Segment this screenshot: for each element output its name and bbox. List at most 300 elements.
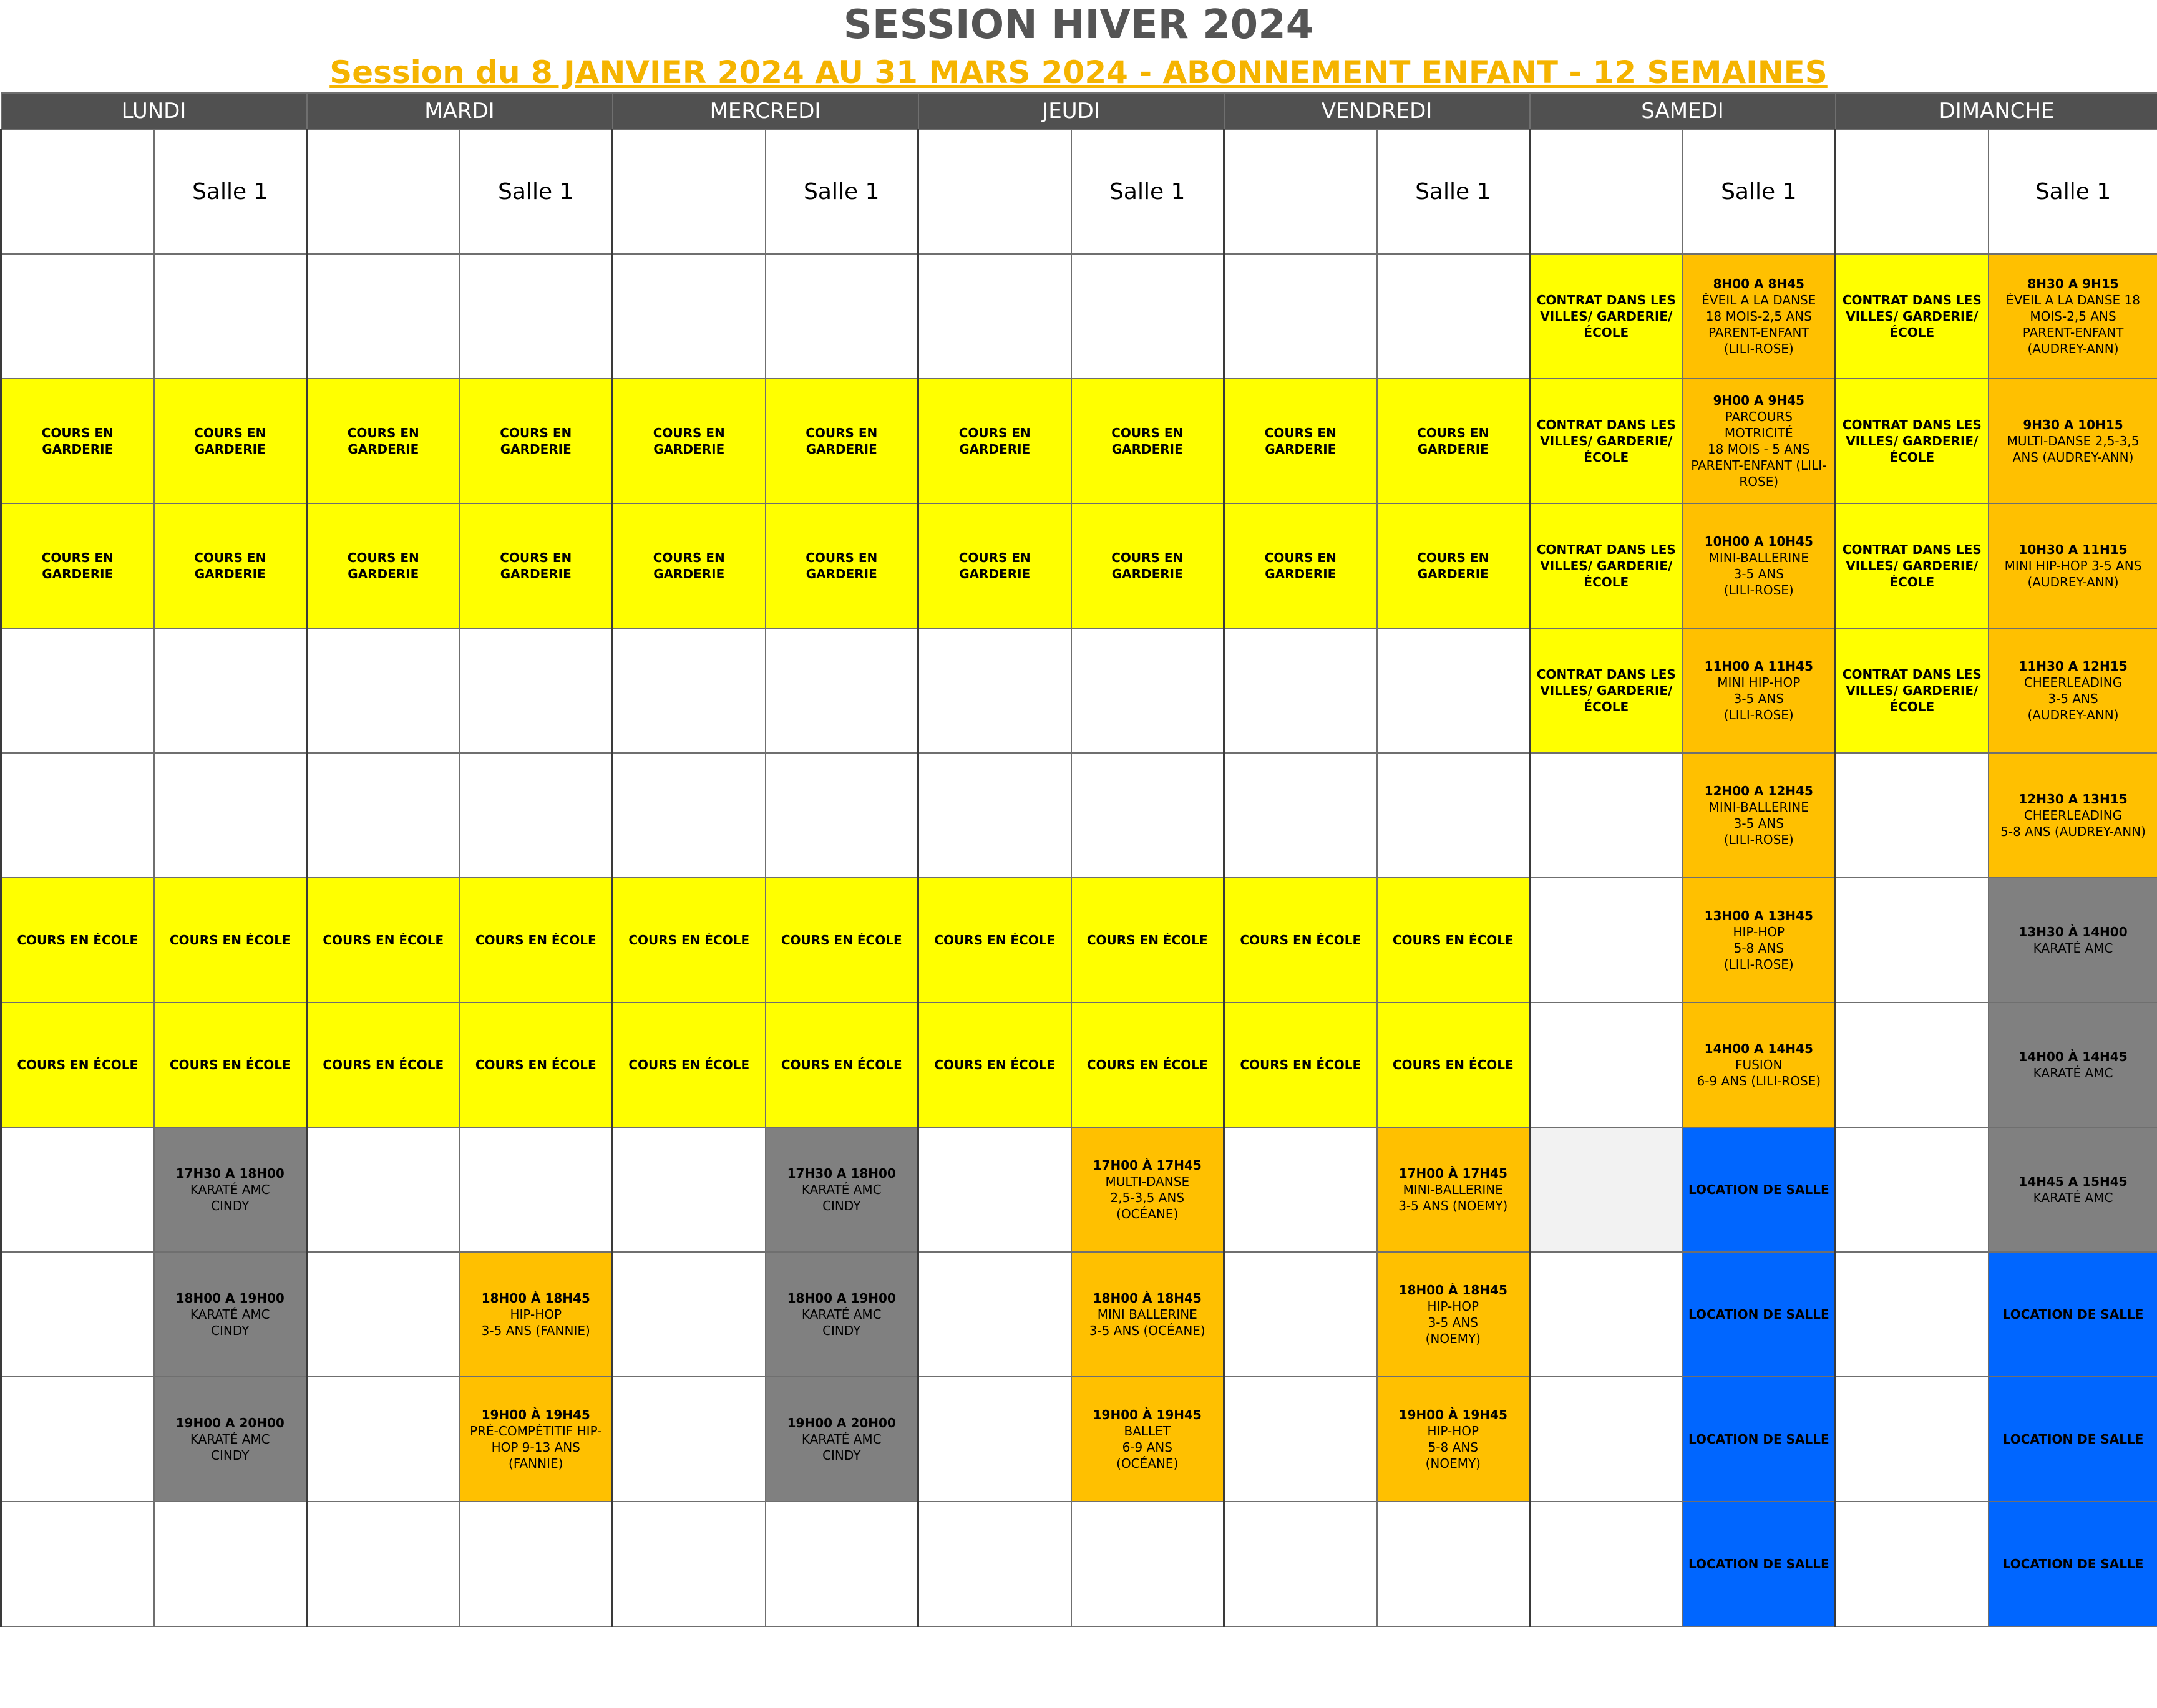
cell-detail: KARATÉ AMC [801,1182,882,1197]
cell-title: COURS EN ÉCOLE [781,1057,902,1072]
schedule-row [1,628,2157,753]
empty-cell [1,1502,154,1626]
cell-detail: (OCÉANE) [1116,1206,1179,1221]
schedule-cell [1071,1377,1224,1502]
cell-detail: (AUDREY-ANN) [2027,341,2119,356]
empty-cell [1071,1502,1224,1626]
cell-title: LOCATION DE SALLE [1688,1556,1829,1571]
empty-cell [1,1377,154,1502]
schedule-cell [1224,878,1377,1002]
cell-title: COURS EN GARDERIE [1264,550,1337,581]
empty-cell [1836,1002,1989,1127]
cell-title: LOCATION DE SALLE [2002,1307,2144,1322]
salle-blank [1530,129,1683,254]
empty-cell [1224,753,1377,878]
schedule-cell [1071,1252,1224,1377]
schedule-cell [460,1377,613,1502]
cell-detail: PARENT-ENFANT [1708,325,1809,340]
schedule-cell [307,503,460,628]
cell-detail: (LILI-ROSE) [1723,832,1794,847]
schedule-cell [766,1127,918,1252]
cell-detail: PARENT-ENFANT [2022,325,2124,340]
cell-title: COURS EN ÉCOLE [1240,933,1361,948]
empty-cell [766,628,918,753]
cell-title: 12H00 A 12H45 [1704,784,1813,798]
cell-detail: CINDY [211,1198,250,1213]
schedule-cell [154,379,307,503]
salle-label: Salle 1 [1683,129,1836,254]
empty-cell [613,254,766,379]
empty-cell [1836,1127,1989,1252]
schedule-cell [918,1002,1071,1127]
empty-cell [307,1252,460,1377]
empty-cell [613,1377,766,1502]
schedule-cell [154,1377,307,1502]
cell-title: 11H30 A 12H15 [2018,659,2128,674]
cell-title: COURS EN GARDERIE [1111,425,1184,457]
cell-detail: BALLET [1124,1424,1171,1439]
schedule-cell [1224,379,1377,503]
salle-label: Salle 1 [1071,129,1224,254]
empty-cell [1836,878,1989,1002]
cell-detail: CINDY [211,1448,250,1463]
empty-cell [460,628,613,753]
cell-title: 18H00 A 19H00 [787,1291,896,1306]
day-header-jeudi: JEUDI [918,93,1224,129]
schedule-cell [1377,1127,1530,1252]
empty-cell [1836,1377,1989,1502]
empty-cell [1836,1502,1989,1626]
cell-title: 14H00 À 14H45 [2018,1049,2128,1064]
salle-label: Salle 1 [154,129,307,254]
schedule-cell [1989,878,2157,1002]
schedule-cell [1071,1127,1224,1252]
cell-detail: CHEERLEADING [2023,675,2123,690]
cell-title: 10H30 A 11H15 [2018,542,2128,557]
cell-title: 10H00 A 10H45 [1704,534,1813,549]
empty-cell [1224,1502,1377,1626]
cell-title: 18H00 À 18H45 [1398,1283,1507,1298]
empty-cell [1377,628,1530,753]
schedule-cell [460,379,613,503]
cell-title: COURS EN GARDERIE [194,425,266,457]
cell-title: 14H00 A 14H45 [1704,1041,1813,1056]
cell-title: COURS EN GARDERIE [1264,425,1337,457]
schedule-cell [1683,753,1836,878]
schedule-cell [307,1002,460,1127]
cell-title: COURS EN ÉCOLE [781,933,902,948]
cell-detail: MINI BALLERINE [1097,1307,1197,1322]
cell-title: COURS EN GARDERIE [194,550,266,581]
empty-cell [460,753,613,878]
cell-detail: KARATÉ AMC [190,1307,270,1322]
cell-detail: 3-5 ANS (OCÉANE) [1089,1323,1205,1338]
empty-cell [1224,254,1377,379]
cell-title: COURS EN GARDERIE [806,425,878,457]
cell-title: 8H30 A 9H15 [2027,276,2119,291]
schedule-cell [154,1252,307,1377]
cell-title: 9H30 A 10H15 [2023,417,2123,432]
cell-title: COURS EN GARDERIE [653,425,725,457]
cell-title: COURS EN ÉCOLE [628,933,750,948]
cell-detail: MINI HIP-HOP [1717,675,1801,690]
cell-title: COURS EN GARDERIE [958,425,1031,457]
schedule-cell [1377,503,1530,628]
schedule-cell [1989,1502,2157,1626]
schedule-cell [1989,1377,2157,1502]
cell-title: COURS EN GARDERIE [958,550,1031,581]
cell-detail: 6-9 ANS [1122,1440,1172,1455]
schedule-cell [613,503,766,628]
cell-title: 18H00 À 18H45 [1093,1291,1202,1306]
cell-detail: CINDY [822,1198,861,1213]
empty-cell [1530,753,1683,878]
cell-title: COURS EN ÉCOLE [169,1057,291,1072]
empty-cell [1,628,154,753]
empty-cell [766,254,918,379]
cell-detail: KARATÉ AMC [190,1432,270,1447]
empty-cell [613,1502,766,1626]
empty-cell [154,753,307,878]
schedule-row [1,753,2157,878]
cell-title: 12H30 A 13H15 [2018,792,2128,807]
schedule-cell [307,379,460,503]
cell-detail: MULTI-DANSE 2,5-3,5 ANS (AUDREY-ANN) [2007,434,2140,465]
cell-detail: (NOEMY) [1425,1331,1481,1346]
cell-title: CONTRAT DANS LES VILLES/ GARDERIE/ÉCOLE [1536,667,1676,714]
cell-detail: PARCOURS [1725,409,1793,424]
cell-title: 17H00 À 17H45 [1093,1158,1202,1173]
schedule-cell [766,1377,918,1502]
empty-cell [1530,1252,1683,1377]
cell-title: COURS EN ÉCOLE [323,1057,444,1072]
schedule-cell [1683,628,1836,753]
cell-title: 18H00 A 19H00 [175,1291,285,1306]
schedule-cell [1683,1502,1836,1626]
schedule-row [1,878,2157,1002]
empty-cell [1530,1502,1683,1626]
cell-title: LOCATION DE SALLE [2002,1556,2144,1571]
empty-cell [1071,628,1224,753]
salle-blank [918,129,1071,254]
salle-blank [1836,129,1989,254]
cell-title: COURS EN ÉCOLE [17,933,139,948]
cell-detail: (LILI-ROSE) [1723,583,1794,598]
schedule-cell [613,1002,766,1127]
cell-title: 14H45 A 15H45 [2018,1174,2128,1189]
schedule-cell [1836,379,1989,503]
schedule-cell [1683,379,1836,503]
cell-detail: (LILI-ROSE) [1723,707,1794,722]
empty-cell [307,1502,460,1626]
cell-title: COURS EN GARDERIE [500,425,572,457]
cell-title: COURS EN GARDERIE [41,425,114,457]
schedule-cell [1530,379,1683,503]
cell-detail: 3-5 ANS [1428,1315,1478,1330]
empty-cell [307,254,460,379]
empty-cell [1,753,154,878]
cell-title: COURS EN ÉCOLE [1086,933,1208,948]
empty-cell [1836,1252,1989,1377]
empty-cell [1836,753,1989,878]
cell-title: COURS EN ÉCOLE [17,1057,139,1072]
schedule-cell [1683,878,1836,1002]
schedule-cell [460,878,613,1002]
cell-detail: (NOEMY) [1425,1456,1481,1471]
cell-detail: MOTRICITÉ [1724,425,1793,440]
cell-detail: KARATÉ AMC [190,1182,270,1197]
empty-cell [613,628,766,753]
schedule-cell [1377,1377,1530,1502]
schedule-cell [1071,878,1224,1002]
cell-detail: KARATÉ AMC [2033,1065,2113,1080]
empty-cell [1377,753,1530,878]
cell-detail: 18 MOIS-2,5 ANS [1705,309,1812,324]
empty-cell [918,254,1071,379]
cell-detail: ÉVEIL A LA DANSE [1702,293,1816,308]
schedule-cell [1,1002,154,1127]
cell-title: CONTRAT DANS LES VILLES/ GARDERIE/ÉCOLE [1536,542,1676,590]
cell-detail: CINDY [822,1448,861,1463]
cell-title: CONTRAT DANS LES VILLES/ GARDERIE/ÉCOLE [1842,542,1982,590]
cell-title: COURS EN ÉCOLE [475,933,596,948]
day-header-row [1,93,2157,129]
empty-cell [766,1502,918,1626]
schedule-cell [460,1252,613,1377]
schedule-cell [1377,878,1530,1002]
cell-title: COURS EN ÉCOLE [1086,1057,1208,1072]
schedule-cell [1683,254,1836,379]
salle-row [1,129,2157,254]
schedule-cell [1377,1002,1530,1127]
cell-title: COURS EN ÉCOLE [1392,1057,1514,1072]
day-header-samedi: SAMEDI [1530,93,1836,129]
schedule-row [1,1502,2157,1626]
cell-detail: MINI-BALLERINE [1403,1182,1503,1197]
schedule-cell [1530,503,1683,628]
empty-cell [1,1127,154,1252]
schedule-cell [1989,503,2157,628]
schedule-row [1,1002,2157,1127]
cell-detail: CINDY [822,1323,861,1338]
empty-cell [460,1502,613,1626]
schedule-cell [1683,503,1836,628]
cell-detail: (AUDREY-ANN) [2027,707,2119,722]
cell-detail: PRÉ-COMPÉTITIF HIP-HOP 9-13 ANS (FANNIE) [470,1424,602,1471]
schedule-cell [1836,628,1989,753]
cell-title: COURS EN ÉCOLE [628,1057,750,1072]
schedule-cell [154,503,307,628]
empty-cell [307,1377,460,1502]
salle-label: Salle 1 [460,129,613,254]
empty-cell [460,254,613,379]
salle-label: Salle 1 [1377,129,1530,254]
cell-title: 11H00 A 11H45 [1704,659,1813,674]
cell-title: CONTRAT DANS LES VILLES/ GARDERIE/ÉCOLE [1536,417,1676,465]
cell-title: COURS EN ÉCOLE [1240,1057,1361,1072]
cell-title: CONTRAT DANS LES VILLES/ GARDERIE/ÉCOLE [1536,293,1676,340]
empty-cell [1224,1127,1377,1252]
cell-title: COURS EN GARDERIE [806,550,878,581]
schedule-cell [1071,1002,1224,1127]
empty-cell [918,753,1071,878]
cell-detail: (LILI-ROSE) [1723,341,1794,356]
schedule-cell [1989,254,2157,379]
empty-cell [1530,1377,1683,1502]
empty-cell [1224,1377,1377,1502]
cell-detail: MULTI-DANSE [1105,1174,1190,1189]
empty-cell [613,1127,766,1252]
empty-cell [918,1127,1071,1252]
schedule-cell [918,379,1071,503]
cell-detail: KARATÉ AMC [2033,941,2113,956]
cell-detail: 3-5 ANS [2048,691,2098,706]
empty-cell [307,753,460,878]
schedule-row [1,1127,2157,1252]
cell-title: 19H00 A 20H00 [175,1415,285,1430]
cell-detail: 5-8 ANS (AUDREY-ANN) [2000,824,2146,839]
empty-cell [1,1252,154,1377]
schedule-table [0,92,2157,1627]
cell-title: 19H00 A 20H00 [787,1415,896,1430]
salle-label: Salle 1 [766,129,918,254]
cell-detail: 18 MOIS - 5 ANS [1707,442,1810,457]
cell-title: CONTRAT DANS LES VILLES/ GARDERIE/ÉCOLE [1842,417,1982,465]
cell-title: COURS EN ÉCOLE [475,1057,596,1072]
cell-title: COURS EN GARDERIE [500,550,572,581]
empty-cell [918,1252,1071,1377]
schedule-cell [918,503,1071,628]
empty-cell [1530,878,1683,1002]
salle-blank [613,129,766,254]
cell-detail: MINI-BALLERINE [1708,800,1809,815]
cell-title: 17H30 A 18H00 [175,1166,285,1181]
day-header-lundi: LUNDI [1,93,307,129]
day-header-mercredi: MERCREDI [613,93,918,129]
cell-title: 17H30 A 18H00 [787,1166,896,1181]
salle-blank [307,129,460,254]
cell-title: 17H00 À 17H45 [1398,1166,1507,1181]
empty-cell [154,1502,307,1626]
day-header-vendredi: VENDREDI [1224,93,1530,129]
cell-detail: (OCÉANE) [1116,1456,1179,1471]
empty-cell [1,254,154,379]
schedule-row [1,379,2157,503]
cell-detail: MINI-BALLERINE [1708,550,1809,565]
schedule-cell [918,878,1071,1002]
cell-title: COURS EN GARDERIE [1111,550,1184,581]
salle-label: Salle 1 [1989,129,2157,254]
cell-detail: MINI HIP-HOP 3-5 ANS (AUDREY-ANN) [2004,558,2142,590]
cell-title: 19H00 À 19H45 [1398,1407,1507,1422]
cell-title: COURS EN GARDERIE [41,550,114,581]
cell-detail: HIP-HOP [1733,924,1785,939]
schedule-cell [1989,628,2157,753]
cell-detail: ÉVEIL A LA DANSE 18 MOIS-2,5 ANS [2006,293,2140,324]
schedule-cell [307,878,460,1002]
schedule-cell [460,503,613,628]
cell-title: COURS EN ÉCOLE [169,933,291,948]
schedule-cell [1683,1252,1836,1377]
schedule-row [1,1377,2157,1502]
schedule-row [1,254,2157,379]
empty-cell [1224,1252,1377,1377]
empty-cell [307,628,460,753]
empty-cell [1071,254,1224,379]
cell-detail: KARATÉ AMC [801,1432,882,1447]
schedule-cell [1683,1127,1836,1252]
schedule-cell [1224,503,1377,628]
cell-detail: KARATÉ AMC [801,1307,882,1322]
cell-detail: 3-5 ANS (FANNIE) [481,1323,590,1338]
schedule-cell [1530,254,1683,379]
cell-detail: (LILI-ROSE) [1723,957,1794,972]
cell-title: COURS EN ÉCOLE [934,1057,1056,1072]
schedule-row [1,1252,2157,1377]
cell-detail: CINDY [211,1323,250,1338]
cell-title: COURS EN GARDERIE [1417,550,1489,581]
cell-title: LOCATION DE SALLE [1688,1307,1829,1322]
schedule-cell [154,1002,307,1127]
cell-title: 19H00 À 19H45 [1093,1407,1202,1422]
cell-detail: HIP-HOP [1427,1299,1479,1314]
schedule-cell [1989,1252,2157,1377]
schedule-cell [766,503,918,628]
cell-detail: 3-5 ANS [1733,816,1784,831]
empty-cell [1071,753,1224,878]
cell-title: 19H00 À 19H45 [481,1407,590,1422]
schedule-cell [1224,1002,1377,1127]
schedule-cell [1683,1002,1836,1127]
empty-cell [613,753,766,878]
schedule-cell [1,379,154,503]
schedule-cell [1,878,154,1002]
cell-title: 9H00 A 9H45 [1713,393,1804,408]
schedule-cell [1989,379,2157,503]
cell-title: COURS EN ÉCOLE [1392,933,1514,948]
cell-detail: FUSION [1735,1057,1783,1072]
schedule-cell [154,878,307,1002]
cell-title: LOCATION DE SALLE [2002,1432,2144,1447]
empty-cell [1530,1127,1683,1252]
cell-detail: 3-5 ANS [1733,566,1784,581]
cell-title: LOCATION DE SALLE [1688,1432,1829,1447]
empty-cell [154,628,307,753]
cell-title: 13H00 A 13H45 [1704,908,1813,923]
day-header-dimanche: DIMANCHE [1836,93,2157,129]
day-header-mardi: MARDI [307,93,613,129]
cell-title: LOCATION DE SALLE [1688,1182,1829,1197]
schedule-cell [154,1127,307,1252]
cell-detail: HIP-HOP [510,1307,562,1322]
cell-title: CONTRAT DANS LES VILLES/ GARDERIE/ÉCOLE [1842,293,1982,340]
empty-cell [918,628,1071,753]
cell-title: 18H00 À 18H45 [481,1291,590,1306]
schedule-cell [1836,254,1989,379]
cell-title: 8H00 A 8H45 [1713,276,1804,291]
empty-cell [766,753,918,878]
schedule-cell [766,379,918,503]
schedule-cell [1377,1252,1530,1377]
empty-cell [1377,254,1530,379]
cell-detail: 2,5-3,5 ANS [1110,1190,1185,1205]
empty-cell [918,1502,1071,1626]
cell-detail: 6-9 ANS (LILI-ROSE) [1697,1074,1821,1089]
cell-title: 13H30 À 14H00 [2018,924,2128,939]
empty-cell [307,1127,460,1252]
salle-blank [1224,129,1377,254]
schedule-cell [1,503,154,628]
